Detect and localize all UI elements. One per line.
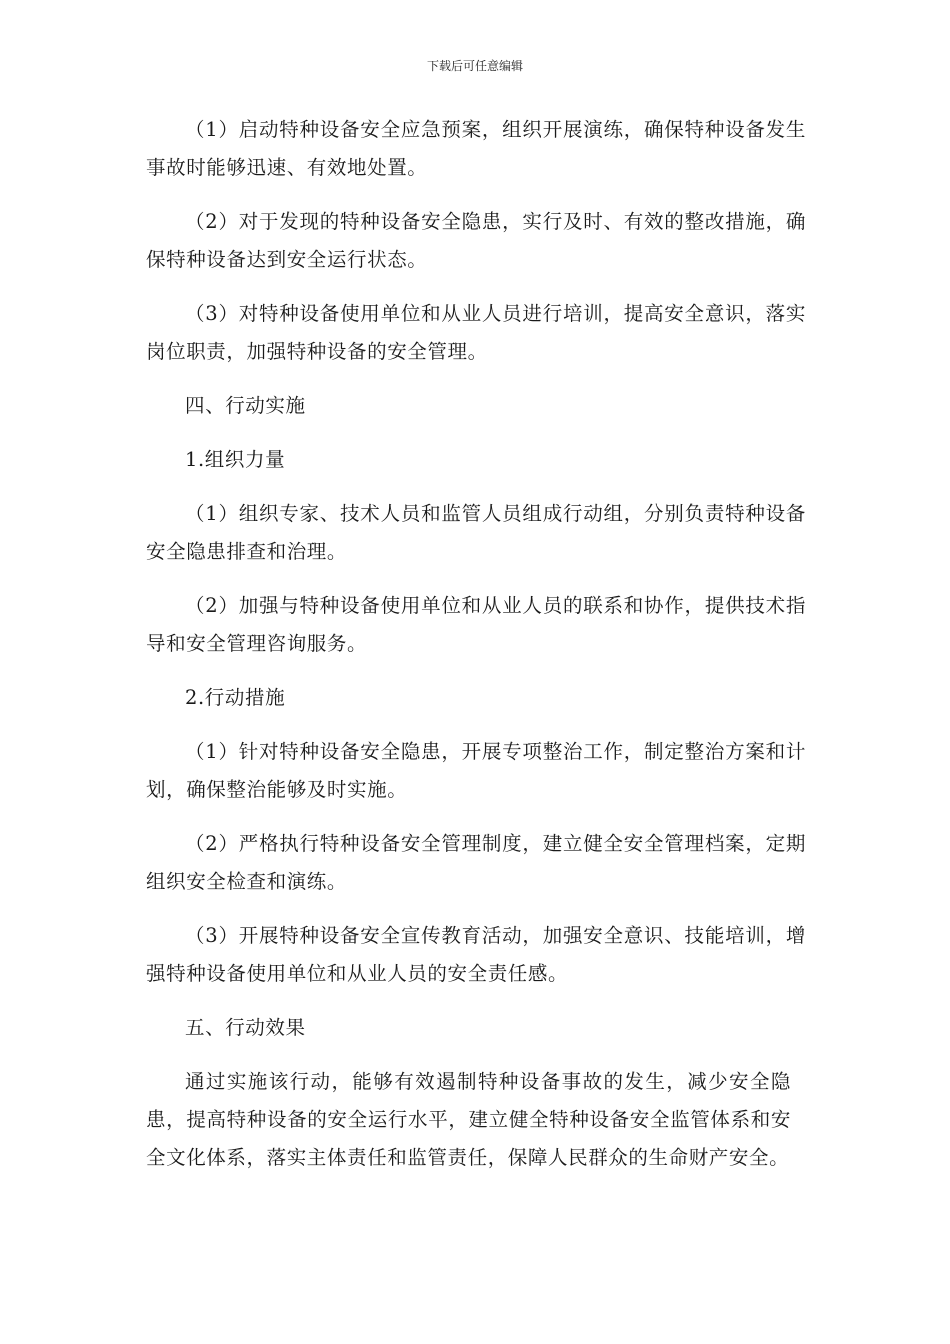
subsection-heading-measures: 2.行动措施	[185, 686, 286, 709]
page-header: 下载后可任意编辑	[426, 59, 523, 73]
paragraph-emergency-plan: （1）启动特种设备安全应急预案，组织开展演练，确保特种设备发生事故时能够迅速、有效地处置。	[146, 118, 806, 179]
paragraph-action-group: （1）组织专家、技术人员和监管人员组成行动组，分别负责特种设备安全隐患排查和治理。	[146, 502, 806, 563]
paragraph-education: （3）开展特种设备安全宣传教育活动，加强安全意识、技能培训，增强特种设备使用单位和从业人员的安全责任感。	[146, 924, 806, 985]
paragraph-cooperation: （2）加强与特种设备使用单位和从业人员的联系和协作，提供技术指导和安全管理咨询服务。	[146, 594, 806, 655]
subsection-heading-organization: 1.组织力量	[185, 448, 286, 471]
paragraph-rectification: （2）对于发现的特种设备安全隐患，实行及时、有效的整改措施，确保特种设备达到安全运行状态。	[146, 210, 806, 271]
paragraph-conclusion: 通过实施该行动，能够有效遏制特种设备事故的发生，减少安全隐患，提高特种设备的安全运行水平，建立健全特种设备安全监管体系和安全文化体系，落实主体责任和监管责任，保障人民群众的生命财产安全。	[146, 1070, 791, 1169]
paragraph-special-rectification: （1）针对特种设备安全隐患，开展专项整治工作，制定整治方案和计划，确保整治能够及时实施。	[146, 740, 806, 801]
section-heading-implementation: 四、行动实施	[185, 394, 306, 417]
section-heading-effect: 五、行动效果	[185, 1016, 306, 1039]
paragraph-management-system: （2）严格执行特种设备安全管理制度，建立健全安全管理档案，定期组织安全检查和演练。	[146, 832, 806, 893]
document-body	[146, 111, 806, 1177]
paragraph-training: （3）对特种设备使用单位和从业人员进行培训，提高安全意识，落实岗位职责，加强特种设备的安全管理。	[146, 302, 806, 363]
